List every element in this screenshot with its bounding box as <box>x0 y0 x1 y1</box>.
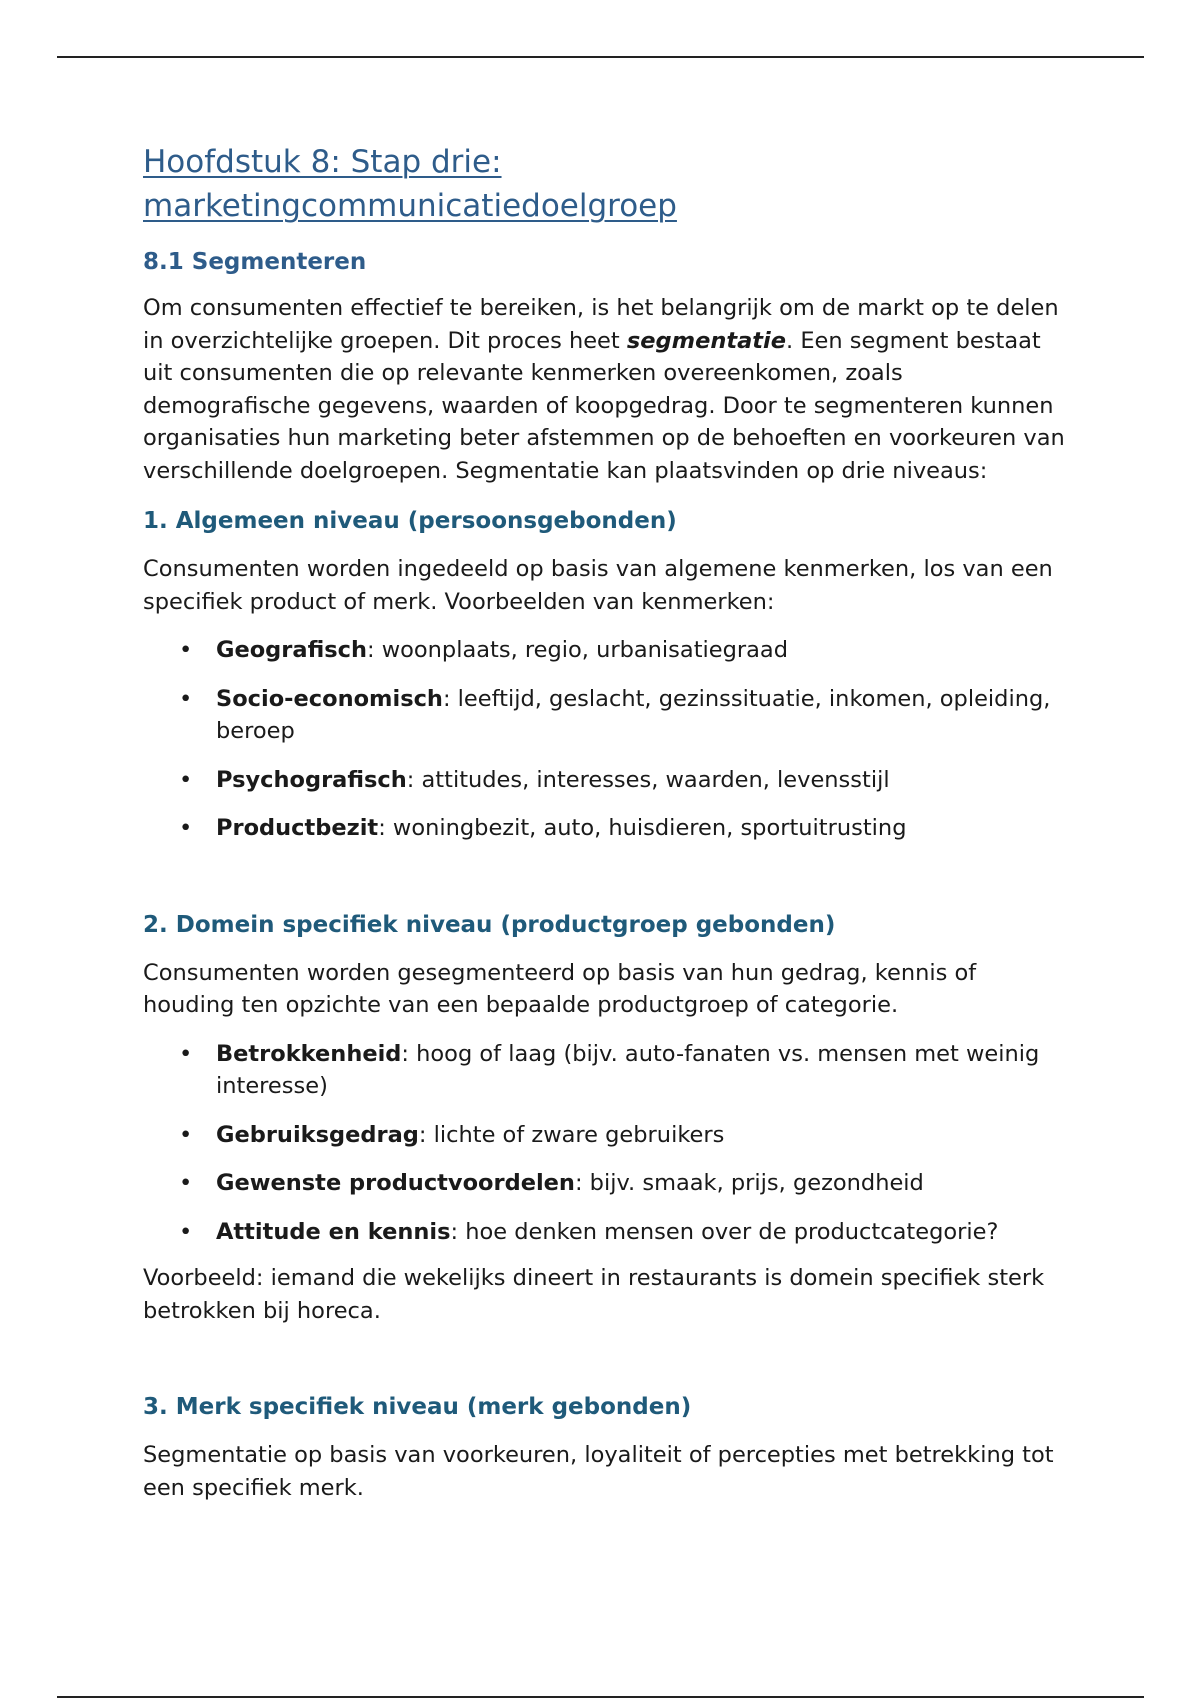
segmentation-text-part-1: Om consumenten effectief te bereiken, is het belangrijk om de markt op te delen in overzichtelijke groepen. Dit proces heet <box>143 295 1059 354</box>
section-heading-8-1: 8.1 Segmenteren <box>143 249 367 275</box>
list-item-term: Betrokkenheid <box>216 1040 402 1067</box>
bullet-icon: • <box>179 637 193 663</box>
segmentation-text-part-2: . Een segment bestaat uit consumenten die op relevante kenmerken overeenkomen, zoals demografische gegevens, waarden of koopgedrag. Door te segmenteren kunnen organisaties hun marketing beter afstemmen op de behoeften en voorkeuren van verschillende doelgroepen. Segmentatie kan plaatsvinden op drie niveaus: <box>143 327 1065 484</box>
bullet-icon: • <box>179 1121 193 1148</box>
chapter-title-line-2: marketingcommunicatiedoelgroep <box>143 188 677 224</box>
bullet-icon: • <box>179 1040 193 1067</box>
chapter-title <box>143 140 1073 228</box>
bullet-icon: • <box>179 1218 193 1245</box>
list-item-text: : lichte of zware gebruikers <box>418 1121 725 1148</box>
list-item <box>143 764 1073 797</box>
level-1-bullet-list <box>143 634 1073 845</box>
segmentation-paragraph <box>143 292 1073 487</box>
list-item-term: Attitude en kennis <box>216 1218 451 1245</box>
list-item-term: Socio-economisch <box>216 685 443 712</box>
list-item-term: Gebruiksgedrag <box>216 1121 419 1148</box>
document-page <box>143 140 1073 1504</box>
bottom-rule <box>57 1696 1144 1698</box>
level-2-heading: 2. Domein specifiek niveau (productgroep gebonden) <box>143 911 836 938</box>
level-2-intro: Consumenten worden gesegmenteerd op basis van hun gedrag, kennis of houding ten opzichte van een bepaalde productgroep of categorie. <box>143 959 977 1018</box>
list-item-term: Productbezit <box>216 815 379 841</box>
level-2-example: Voorbeeld: iemand die wekelijks dineert in restaurants is domein specifiek sterk betrokken bij horeca. <box>143 1265 1045 1324</box>
list-item-term: Gewenste productvoordelen <box>216 1170 575 1196</box>
bullet-icon: • <box>179 766 193 793</box>
list-item <box>143 1038 1073 1103</box>
top-rule <box>57 56 1144 58</box>
list-item <box>143 683 1073 748</box>
list-item <box>143 1216 1073 1249</box>
list-item-text: : hoe denken mensen over de productcategorie? <box>450 1218 999 1245</box>
list-item-text: : leeftijd, geslacht, gezinssituatie, inkomen, opleiding, beroep <box>216 685 1051 744</box>
level-1-intro: Consumenten worden ingedeeld op basis van algemene kenmerken, los van een specifiek product of merk. Voorbeelden van kenmerken: <box>143 556 1053 615</box>
bullet-icon: • <box>179 1170 193 1196</box>
level-2-bullet-list <box>143 1038 1073 1249</box>
list-item-text: : woonplaats, regio, urbanisatiegraad <box>367 637 788 663</box>
bullet-icon: • <box>179 815 193 841</box>
level-3-heading: 3. Merk specifiek niveau (merk gebonden) <box>143 1394 692 1420</box>
list-item-text: : hoog of laag (bijv. auto-fanaten vs. mensen met weinig interesse) <box>216 1040 1040 1099</box>
list-item-text: : woningbezit, auto, huisdieren, sportuitrusting <box>378 815 907 841</box>
list-item <box>143 1167 1073 1200</box>
chapter-title-line-1: Hoofdstuk 8: Stap drie: <box>143 144 502 180</box>
list-item <box>143 1119 1073 1152</box>
level-3-intro: Segmentatie op basis van voorkeuren, loyaliteit of percepties met betrekking tot een specifiek merk. <box>143 1442 1054 1501</box>
list-item <box>143 812 1073 845</box>
list-item <box>143 634 1073 667</box>
list-item-text: : attitudes, interesses, waarden, levensstijl <box>406 766 890 793</box>
bullet-icon: • <box>179 685 193 712</box>
segmentatie-emphasis: segmentatie <box>626 327 787 354</box>
level-1-heading: 1. Algemeen niveau (persoonsgebonden) <box>143 508 677 534</box>
list-item-term: Geografisch <box>216 637 367 663</box>
list-item-term: Psychografisch <box>216 766 407 793</box>
list-item-text: : bijv. smaak, prijs, gezondheid <box>574 1170 924 1196</box>
